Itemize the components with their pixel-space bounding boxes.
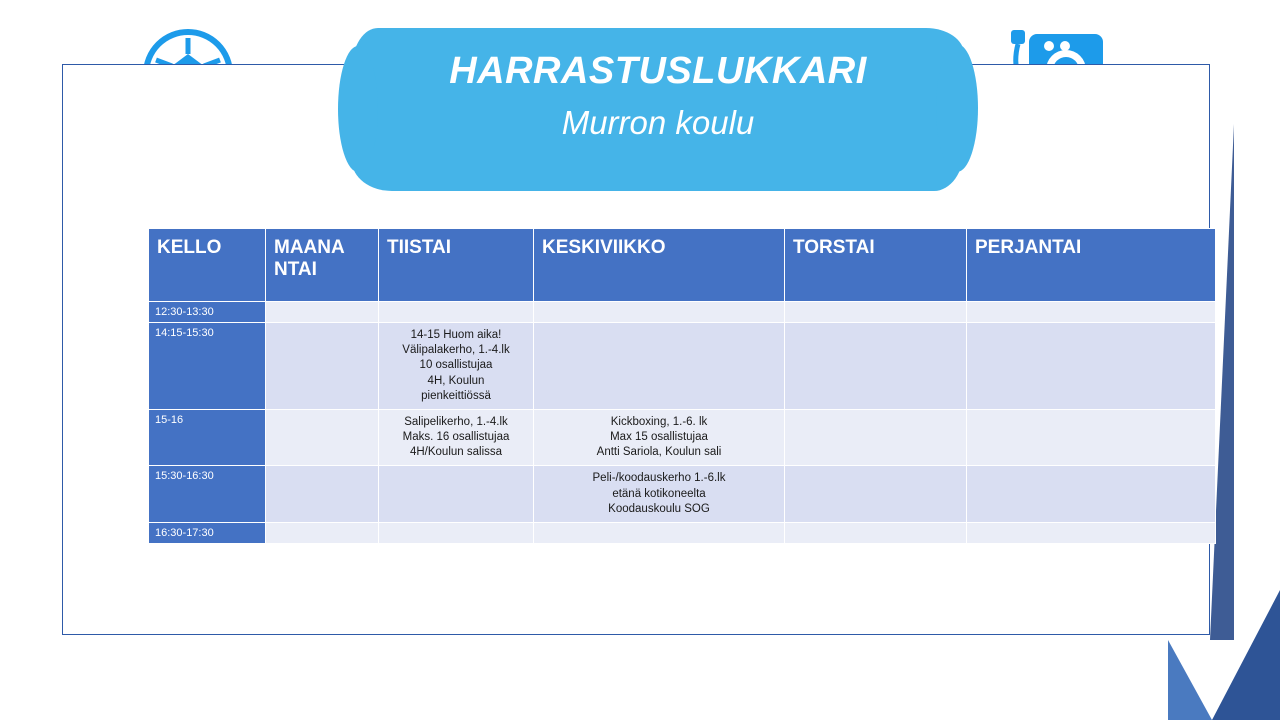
activity-line: Salipelikerho, 1.-4.lk <box>404 415 508 428</box>
activity-cell <box>266 409 379 466</box>
column-header-maanantai: MAANA NTAI <box>266 229 379 302</box>
column-header-tiistai: TIISTAI <box>379 229 534 302</box>
activity-line: Välipalakerho, 1.-4.lk <box>402 344 510 357</box>
activity-line: Max 15 osallistujaa <box>610 431 708 444</box>
table-row <box>149 466 1216 523</box>
time-slot-cell: 16:30-17:30 <box>149 522 266 543</box>
decorative-wedge-light <box>1168 640 1212 720</box>
activity-cell <box>785 323 967 410</box>
activity-line: Maks. 16 osallistujaa <box>402 431 510 444</box>
activity-line: Peli-/koodauskerho 1.-6.lk <box>592 472 726 485</box>
activity-line: Antti Sariola, Koulun sali <box>596 446 722 459</box>
table-row <box>149 522 1216 543</box>
activity-line: 10 osallistujaa <box>419 359 493 372</box>
time-slot-cell: 14:15-15:30 <box>149 323 266 410</box>
activity-cell <box>379 409 534 466</box>
activity-cell <box>266 302 379 323</box>
activity-cell <box>967 323 1216 410</box>
activity-cell <box>379 522 534 543</box>
column-header-torstai: TORSTAI <box>785 229 967 302</box>
table-row <box>149 409 1216 466</box>
time-slot-cell: 15-16 <box>149 409 266 466</box>
activity-cell <box>967 409 1216 466</box>
activity-cell <box>379 466 534 523</box>
activity-cell <box>967 466 1216 523</box>
activity-cell <box>534 409 785 466</box>
activity-cell <box>379 302 534 323</box>
activity-line: 4H, Koulun <box>427 374 485 387</box>
page-title: HARRASTUSLUKKARI <box>449 50 867 92</box>
activity-cell <box>967 522 1216 543</box>
activity-line: pienkeittiössä <box>421 389 491 402</box>
activity-cell <box>266 466 379 523</box>
activity-cell <box>266 323 379 410</box>
activity-cell <box>785 466 967 523</box>
activity-cell <box>534 302 785 323</box>
activity-cell <box>785 522 967 543</box>
activity-line: 14-15 Huom aika! <box>410 329 502 341</box>
activity-line: Kickboxing, 1.-6. lk <box>610 415 708 428</box>
table-header-row <box>149 229 1216 302</box>
activity-cell <box>534 323 785 410</box>
table-row <box>149 323 1216 410</box>
column-header-kello: KELLO <box>149 229 266 302</box>
table-row <box>149 302 1216 323</box>
activity-cell <box>534 466 785 523</box>
activity-cell <box>379 323 534 410</box>
activity-cell <box>785 302 967 323</box>
activity-cell <box>534 522 785 543</box>
time-slot-cell: 15:30-16:30 <box>149 466 266 523</box>
activity-line: Koodauskoulu SOG <box>608 502 710 515</box>
timetable <box>148 228 1216 544</box>
time-slot-cell: 12:30-13:30 <box>149 302 266 323</box>
activity-cell <box>785 409 967 466</box>
title-banner <box>352 28 964 191</box>
column-header-keskiviikko: KESKIVIIKKO <box>534 229 785 302</box>
decorative-wedge-corner <box>1212 590 1280 720</box>
activity-line: 4H/Koulun salissa <box>409 446 503 459</box>
activity-cell <box>967 302 1216 323</box>
activity-cell <box>266 522 379 543</box>
page-subtitle: Murron koulu <box>561 103 755 141</box>
column-header-perjantai: PERJANTAI <box>967 229 1216 302</box>
activity-line: etänä kotikoneelta <box>612 487 706 500</box>
